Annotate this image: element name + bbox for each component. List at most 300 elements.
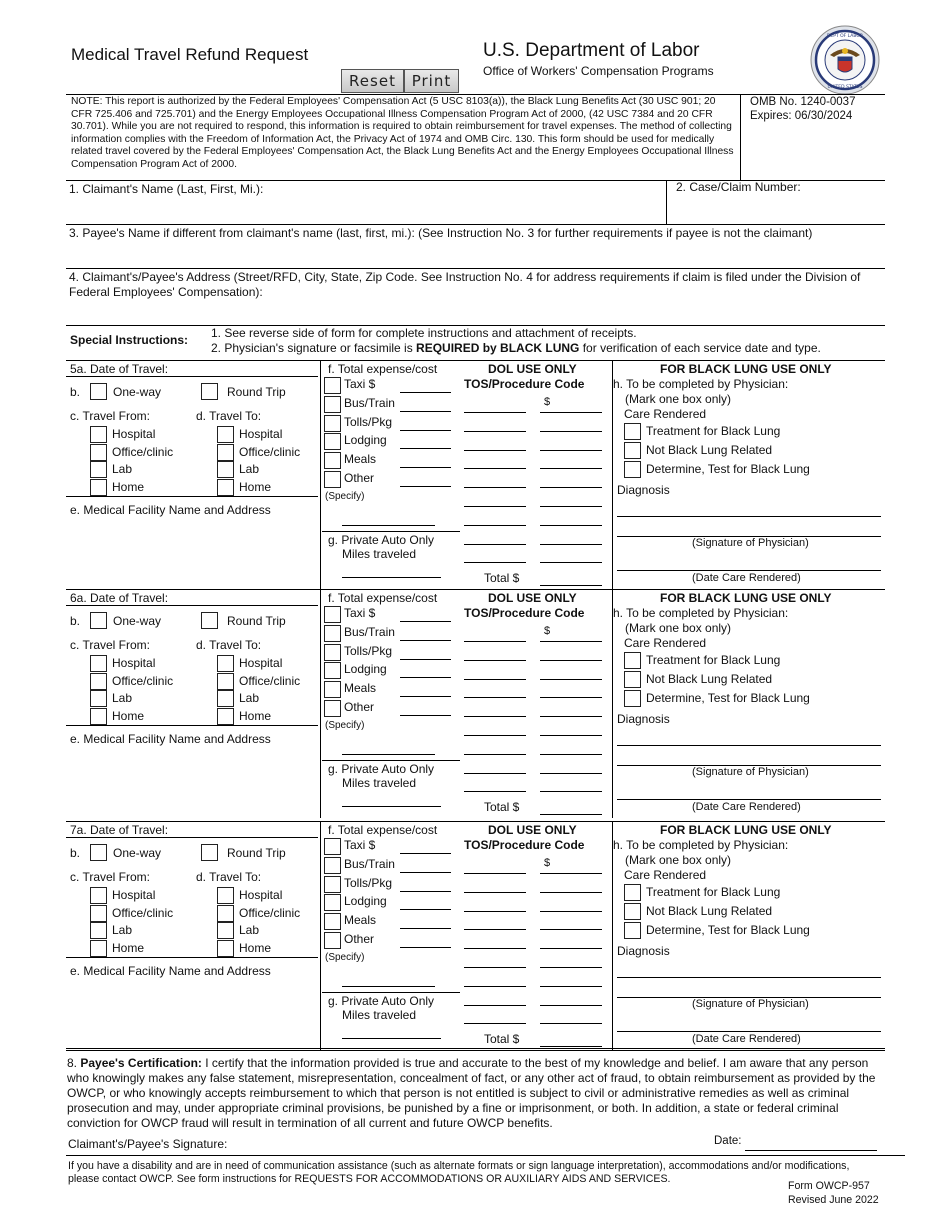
s7-dol-amount-input[interactable] — [540, 1023, 602, 1024]
s6-tolls-pkg-amount-input[interactable] — [400, 659, 451, 660]
s6-other-amount-input[interactable] — [400, 715, 451, 716]
s5-meals-label: Meals — [344, 452, 377, 467]
s5-tos-code-input[interactable] — [464, 412, 526, 413]
s6-private-auto-label: g. Private Auto Only — [328, 762, 435, 776]
s6-to-office-clinic-checkbox[interactable] — [217, 673, 234, 690]
s5-dol-amount-input[interactable] — [540, 450, 602, 451]
s5-travel-to-label: d. Travel To: — [196, 409, 262, 423]
form-number: Form OWCP-957 — [788, 1180, 870, 1192]
s5-taxi-checkbox[interactable] — [324, 377, 341, 394]
s6-date-of-travel-label: 6a. Date of Travel: — [70, 591, 169, 605]
s7-miles-input[interactable] — [342, 1038, 441, 1039]
s6-round-trip-label: Round Trip — [227, 614, 286, 628]
s7-date-of-travel-label: 7a. Date of Travel: — [70, 823, 169, 837]
case-number-label: 2. Case/Claim Number: — [676, 180, 801, 194]
s7-total-label: Total $ — [484, 1032, 520, 1046]
s5-specify-label: (Specify) — [325, 491, 365, 502]
s6-bl-use-label: FOR BLACK LUNG USE ONLY — [660, 591, 832, 605]
divider — [320, 360, 321, 589]
s7-total-expense-label: f. Total expense/cost — [328, 823, 438, 837]
s7-total-input[interactable] — [540, 1046, 602, 1047]
s5-meals-amount-input[interactable] — [400, 467, 451, 468]
payee-name-label: 3. Payee's Name if different from claimant's name (last, first, mi.): (See Instruction No. 3 for further requirements if payee is not the claimant) — [69, 226, 813, 240]
s5-dol-amount-input[interactable] — [540, 562, 602, 563]
s6-not-black-lung-related-checkbox[interactable] — [624, 671, 641, 688]
s5-physician-label: h. To be completed by Physician: — [613, 377, 789, 391]
s6-diagnosis-label: Diagnosis — [617, 712, 670, 726]
claimant-name-label: 1. Claimant's Name (Last, First, Mi.): — [69, 182, 264, 196]
divider — [322, 760, 460, 761]
special-instruction-1: 1. See reverse side of form for complete instructions and attachment of receipts. — [211, 326, 637, 340]
s7-to-hospital-checkbox[interactable] — [217, 887, 234, 904]
s5-from-lab-checkbox[interactable] — [90, 461, 107, 478]
s6-physician-signature-label: (Signature of Physician) — [692, 766, 809, 778]
s5-date-care-label: (Date Care Rendered) — [692, 572, 801, 584]
s6-lodging-amount-input[interactable] — [400, 677, 451, 678]
s6-tos-code-input[interactable] — [464, 791, 526, 792]
s6-lodging-label: Lodging — [344, 662, 387, 677]
s7-date-care-label: (Date Care Rendered) — [692, 1033, 801, 1045]
s5-from-office-clinic-checkbox[interactable] — [90, 444, 107, 461]
s7-dol-amount-input[interactable] — [540, 892, 602, 893]
s7-tos-code-input[interactable] — [464, 873, 526, 874]
office-name: Office of Workers' Compensation Programs — [483, 64, 714, 78]
s6-diagnosis-input[interactable] — [617, 745, 881, 746]
s6-travel-from-label: c. Travel From: — [70, 638, 151, 652]
s5-physician-signature-input[interactable] — [617, 570, 881, 571]
s6-taxi-checkbox[interactable] — [324, 606, 341, 623]
divider — [66, 1048, 885, 1049]
s7-determine-test-for-black-lung-label: Determine, Test for Black Lung — [646, 923, 810, 937]
s6-care-rendered-label: Care Rendered — [624, 636, 707, 650]
s5-dol-amount-input[interactable] — [540, 487, 602, 488]
s5-not-black-lung-related-checkbox[interactable] — [624, 442, 641, 459]
s5-meals-checkbox[interactable] — [324, 452, 341, 469]
s7-to-office-clinic-checkbox[interactable] — [217, 905, 234, 922]
s7-lodging-label: Lodging — [344, 894, 387, 909]
s6-dol-amount-input[interactable] — [540, 735, 602, 736]
s6-miles-input[interactable] — [342, 806, 441, 807]
s5-dol-amount-input[interactable] — [540, 468, 602, 469]
s6-dol-amount-input[interactable] — [540, 773, 602, 774]
divider — [320, 821, 321, 1050]
s6-meals-amount-input[interactable] — [400, 696, 451, 697]
s6-dol-amount-input[interactable] — [540, 716, 602, 717]
s5-total-expense-label: f. Total expense/cost — [328, 362, 438, 376]
s6-physician-label: h. To be completed by Physician: — [613, 606, 789, 620]
s6-from-hospital-checkbox[interactable] — [90, 655, 107, 672]
s5-b-label: b. — [70, 385, 81, 399]
s7-dol-amount-input[interactable] — [540, 967, 602, 968]
svg-text:UNITED STATES: UNITED STATES — [827, 85, 863, 90]
s7-taxi-label: Taxi $ — [344, 838, 376, 852]
s5-dol-amount-input[interactable] — [540, 431, 602, 432]
s6-total-label: Total $ — [484, 800, 520, 814]
s7-miles-label: Miles traveled — [342, 1008, 417, 1022]
s5-other-label: Other — [344, 471, 375, 485]
divider — [66, 605, 318, 606]
s7-bus-train-label: Bus/Train — [344, 856, 395, 871]
s5-mark-one-label: (Mark one box only) — [625, 392, 732, 406]
s7-dol-amount-input[interactable] — [540, 911, 602, 912]
s6-other-label: Other — [344, 700, 375, 714]
s7-dol-amount-input[interactable] — [540, 873, 602, 874]
s6-dol-amount-input[interactable] — [540, 754, 602, 755]
s6-to-lab-checkbox[interactable] — [217, 690, 234, 707]
s5-to-home-checkbox[interactable] — [217, 479, 234, 496]
s6-travel-to-label: d. Travel To: — [196, 638, 262, 652]
s7-dol-amount-input[interactable] — [540, 1005, 602, 1006]
s5-dol-amount-input[interactable] — [540, 544, 602, 545]
s6-determine-test-for-black-lung-checkbox[interactable] — [624, 690, 641, 707]
s6-tos-code-input[interactable] — [464, 641, 526, 642]
s7-from-office-clinic-label: Office/clinic — [112, 905, 174, 920]
s6-from-office-clinic-checkbox[interactable] — [90, 673, 107, 690]
s5-from-hospital-checkbox[interactable] — [90, 426, 107, 443]
s7-physician-signature-label: (Signature of Physician) — [692, 998, 809, 1010]
s6-total-expense-label: f. Total expense/cost — [328, 591, 438, 605]
s6-tos-code-input[interactable] — [464, 697, 526, 698]
s5-diagnosis-input[interactable] — [617, 516, 881, 517]
s7-bl-use-label: FOR BLACK LUNG USE ONLY — [660, 823, 832, 837]
s6-mark-one-label: (Mark one box only) — [625, 621, 732, 635]
s6-treatment-for-black-lung-checkbox[interactable] — [624, 652, 641, 669]
s5-dol-amount-input[interactable] — [540, 506, 602, 507]
s7-to-lab-checkbox[interactable] — [217, 922, 234, 939]
s5-bus-train-label: Bus/Train — [344, 395, 395, 410]
s5-tos-code-input[interactable] — [464, 544, 526, 545]
s7-mark-one-label: (Mark one box only) — [625, 853, 732, 867]
s6-to-home-checkbox[interactable] — [217, 708, 234, 725]
address-label-line2: Federal Employees' Compensation): — [69, 285, 263, 299]
s5-tolls-pkg-label: Tolls/Pkg — [344, 414, 393, 429]
s5-to-hospital-label: Hospital — [239, 427, 283, 441]
s7-to-home-label: Home — [239, 940, 272, 955]
authority-note: NOTE: This report is authorized by the Federal Employees' Compensation Act (5 USC 8103(a)), the Black Lung Benefits Act (30 USC 901; 20 CFR 725.406 and 725.701) and the Energy Employees Occupational Illness Compensation Program Act of 2000, (42 USC 7384 and 20 CFR 30.701). While you are not required to respond, this information is required to obtain reimbursement for travel expenses. The method of collecting information complies with the Freedom of Information Act, the Privacy Act of 1974 and OMB Circ. 130. This form should be used for medically related travel covered by the Federal Employees' Compensation Act, the Black Lung Benefits Act and the Energy Employees Occupational Illness Compensation Program Act of 2000. — [71, 96, 734, 170]
s6-dol-amount-input[interactable] — [540, 660, 602, 661]
s5-dollar-label: $ — [544, 396, 551, 408]
s5-from-home-label: Home — [112, 479, 145, 494]
s7-taxi-checkbox[interactable] — [324, 838, 341, 855]
expiration-date: Expires: 06/30/2024 — [750, 110, 853, 122]
s6-round-trip-checkbox[interactable] — [201, 612, 218, 629]
s7-tos-code-input[interactable] — [464, 1005, 526, 1006]
s5-physician-signature-label: (Signature of Physician) — [692, 537, 809, 549]
address-label-line1: 4. Claimant's/Payee's Address (Street/RFD, City, State, Zip Code. See Instruction No. 4 for address requirements if claim is filed under the Division of — [69, 270, 861, 284]
s7-tolls-pkg-amount-input[interactable] — [400, 891, 451, 892]
s7-from-hospital-checkbox[interactable] — [90, 887, 107, 904]
s7-private-auto-label: g. Private Auto Only — [328, 994, 435, 1008]
s5-round-trip-label: Round Trip — [227, 385, 286, 399]
s7-treatment-for-black-lung-label: Treatment for Black Lung — [646, 885, 781, 899]
s7-tolls-pkg-label: Tolls/Pkg — [344, 875, 393, 890]
s7-travel-to-label: d. Travel To: — [196, 870, 262, 884]
s7-specify-label: (Specify) — [325, 952, 365, 963]
s7-tolls-pkg-checkbox[interactable] — [324, 876, 341, 893]
s7-from-home-checkbox[interactable] — [90, 940, 107, 957]
divider — [66, 376, 318, 377]
s5-tolls-pkg-checkbox[interactable] — [324, 415, 341, 432]
s6-from-home-checkbox[interactable] — [90, 708, 107, 725]
s5-not-black-lung-related-label: Not Black Lung Related — [646, 443, 773, 457]
s5-lodging-amount-input[interactable] — [400, 448, 451, 449]
s5-from-lab-label: Lab — [112, 462, 133, 476]
payee-certification: 8. Payee's Certification: I certify that the information provided is true and accurate to the best of my knowledge and belief. I am aware that any person who knowingly makes any false statement, misrepresentation, concealment of fact, or any other act of fraud, to obtain reimbursement as provided by the OWCP, or who knowingly accepts reimbursement to which that person is not entitled is subject to civil or administrative remedies as well as criminal prosecution and may, under appropriate criminal provisions, be punished by a fine or imprisonment, or both. In addition, a state or federal criminal conviction for OWCP fraud will result in termination of all current and future OWCP benefits. — [67, 1056, 876, 1130]
s6-dol-amount-input[interactable] — [540, 791, 602, 792]
divider — [66, 496, 318, 497]
s6-tos-code-input[interactable] — [464, 679, 526, 680]
s7-other-amount-input[interactable] — [400, 947, 451, 948]
s7-dol-use-label: DOL USE ONLY — [488, 823, 577, 837]
s7-other-checkbox[interactable] — [324, 932, 341, 949]
s7-treatment-for-black-lung-checkbox[interactable] — [624, 884, 641, 901]
divider — [322, 992, 460, 993]
s6-meals-checkbox[interactable] — [324, 681, 341, 698]
s7-facility-label: e. Medical Facility Name and Address — [70, 964, 271, 978]
s5-from-office-clinic-label: Office/clinic — [112, 444, 174, 459]
disability-notice-line1: If you have a disability and are in need of communication assistance (such as alternate formats or sign language interpretation), accommodations and/or modifications, — [68, 1160, 850, 1172]
s7-b-label: b. — [70, 846, 81, 860]
s7-dollar-label: $ — [544, 857, 551, 869]
s5-tos-code-input[interactable] — [464, 525, 526, 526]
s7-tos-code-input[interactable] — [464, 1023, 526, 1024]
divider — [612, 589, 613, 818]
s7-tos-code-input[interactable] — [464, 892, 526, 893]
divider — [66, 957, 318, 958]
s7-tos-code-label: TOS/Procedure Code — [464, 838, 585, 852]
divider — [66, 837, 318, 838]
s6-tos-code-input[interactable] — [464, 716, 526, 717]
s6-taxi-label: Taxi $ — [344, 606, 376, 620]
s7-diagnosis-input[interactable] — [617, 977, 881, 978]
s5-determine-test-for-black-lung-label: Determine, Test for Black Lung — [646, 462, 810, 476]
s6-to-office-clinic-label: Office/clinic — [239, 673, 301, 688]
s5-to-hospital-checkbox[interactable] — [217, 426, 234, 443]
s6-from-home-label: Home — [112, 708, 145, 723]
s5-one-way-checkbox[interactable] — [90, 383, 107, 400]
s5-determine-test-for-black-lung-checkbox[interactable] — [624, 461, 641, 478]
s5-tos-code-input[interactable] — [464, 431, 526, 432]
s5-other-amount-input[interactable] — [400, 486, 451, 487]
s5-lodging-label: Lodging — [344, 433, 387, 448]
s6-dol-use-label: DOL USE ONLY — [488, 591, 577, 605]
s5-to-home-label: Home — [239, 479, 272, 494]
s6-specify-input[interactable] — [342, 754, 435, 755]
s6-tos-code-input[interactable] — [464, 735, 526, 736]
s5-to-office-clinic-checkbox[interactable] — [217, 444, 234, 461]
divider — [612, 360, 613, 589]
s7-from-home-label: Home — [112, 940, 145, 955]
s5-from-home-checkbox[interactable] — [90, 479, 107, 496]
disability-notice-line2: please contact OWCP. See form instructions for REQUESTS FOR ACCOMMODATIONS OR AUXILIARY AIDS AND SERVICES. — [68, 1173, 671, 1185]
s7-diagnosis-label: Diagnosis — [617, 944, 670, 958]
s6-dollar-label: $ — [544, 625, 551, 637]
s6-from-lab-label: Lab — [112, 691, 133, 705]
s5-round-trip-checkbox[interactable] — [201, 383, 218, 400]
s5-facility-label: e. Medical Facility Name and Address — [70, 503, 271, 517]
s7-tos-code-input[interactable] — [464, 986, 526, 987]
s5-treatment-for-black-lung-checkbox[interactable] — [624, 423, 641, 440]
s6-one-way-label: One-way — [113, 614, 162, 628]
s7-dol-amount-input[interactable] — [540, 948, 602, 949]
s5-to-lab-label: Lab — [239, 462, 260, 476]
s5-tos-code-input[interactable] — [464, 487, 526, 488]
s5-to-lab-checkbox[interactable] — [217, 461, 234, 478]
s5-tos-code-input[interactable] — [464, 468, 526, 469]
s6-specify-label: (Specify) — [325, 720, 365, 731]
s5-miles-label: Miles traveled — [342, 547, 417, 561]
s7-travel-from-label: c. Travel From: — [70, 870, 151, 884]
s5-dol-amount-input[interactable] — [540, 525, 602, 526]
s7-meals-checkbox[interactable] — [324, 913, 341, 930]
s7-round-trip-label: Round Trip — [227, 846, 286, 860]
s7-one-way-label: One-way — [113, 846, 162, 860]
s5-miles-input[interactable] — [342, 577, 441, 578]
s6-total-input[interactable] — [540, 814, 602, 815]
reset-button[interactable]: Reset — [341, 69, 404, 93]
s6-tos-code-input[interactable] — [464, 773, 526, 774]
s7-physician-label: h. To be completed by Physician: — [613, 838, 789, 852]
s6-lodging-checkbox[interactable] — [324, 662, 341, 679]
s7-not-black-lung-related-checkbox[interactable] — [624, 903, 641, 920]
s7-bus-train-checkbox[interactable] — [324, 857, 341, 874]
s7-from-lab-checkbox[interactable] — [90, 922, 107, 939]
s7-tos-code-input[interactable] — [464, 967, 526, 968]
s5-taxi-amount-input[interactable] — [400, 392, 451, 393]
s6-tolls-pkg-label: Tolls/Pkg — [344, 643, 393, 658]
s6-tos-code-input[interactable] — [464, 754, 526, 755]
omb-number: OMB No. 1240-0037 — [750, 96, 856, 108]
s7-taxi-amount-input[interactable] — [400, 853, 451, 854]
s5-lodging-checkbox[interactable] — [324, 433, 341, 450]
s7-tos-code-input[interactable] — [464, 911, 526, 912]
s7-tos-code-input[interactable] — [464, 948, 526, 949]
s5-tolls-pkg-amount-input[interactable] — [400, 430, 451, 431]
s7-care-rendered-label: Care Rendered — [624, 868, 707, 882]
print-button[interactable]: Print — [404, 69, 459, 93]
s7-lodging-amount-input[interactable] — [400, 909, 451, 910]
s6-to-hospital-checkbox[interactable] — [217, 655, 234, 672]
s6-to-hospital-label: Hospital — [239, 656, 283, 670]
special-instructions-label: Special Instructions: — [70, 333, 189, 347]
s5-tos-code-input[interactable] — [464, 562, 526, 563]
s7-dol-amount-input[interactable] — [540, 929, 602, 930]
s5-care-rendered-label: Care Rendered — [624, 407, 707, 421]
certification-title: Payee's Certification: — [80, 1056, 202, 1070]
divider — [66, 589, 885, 590]
s5-bus-train-amount-input[interactable] — [400, 411, 451, 412]
divider — [612, 821, 613, 1050]
s5-tos-code-input[interactable] — [464, 450, 526, 451]
s5-dol-amount-input[interactable] — [540, 412, 602, 413]
s6-tos-code-label: TOS/Procedure Code — [464, 606, 585, 620]
s5-bl-use-label: FOR BLACK LUNG USE ONLY — [660, 362, 832, 376]
s6-one-way-checkbox[interactable] — [90, 612, 107, 629]
form-title: Medical Travel Refund Request — [71, 45, 309, 64]
s6-to-home-label: Home — [239, 708, 272, 723]
s7-determine-test-for-black-lung-checkbox[interactable] — [624, 922, 641, 939]
s7-to-home-checkbox[interactable] — [217, 940, 234, 957]
s6-meals-label: Meals — [344, 681, 377, 696]
s6-dol-amount-input[interactable] — [540, 697, 602, 698]
date-label: Date: — [714, 1135, 742, 1147]
agency-name: U.S. Department of Labor — [483, 40, 700, 61]
s6-taxi-amount-input[interactable] — [400, 621, 451, 622]
s5-date-of-travel-label: 5a. Date of Travel: — [70, 362, 169, 376]
divider — [66, 821, 885, 822]
s6-not-black-lung-related-label: Not Black Lung Related — [646, 672, 773, 686]
s7-lodging-checkbox[interactable] — [324, 894, 341, 911]
s6-from-hospital-label: Hospital — [112, 656, 156, 670]
special-instruction-2: 2. Physician's signature or facsimile is REQUIRED by BLACK LUNG for verification of each service date and type. — [211, 341, 821, 355]
s6-dol-amount-input[interactable] — [540, 641, 602, 642]
s7-round-trip-checkbox[interactable] — [201, 844, 218, 861]
seal-text: DEPT OF LABOR — [826, 34, 864, 39]
s6-from-office-clinic-label: Office/clinic — [112, 673, 174, 688]
s6-b-label: b. — [70, 614, 81, 628]
s5-specify-input[interactable] — [342, 525, 435, 526]
s6-miles-label: Miles traveled — [342, 776, 417, 790]
s6-dol-amount-input[interactable] — [540, 679, 602, 680]
s6-to-lab-label: Lab — [239, 691, 260, 705]
s6-facility-label: e. Medical Facility Name and Address — [70, 732, 271, 746]
s5-one-way-label: One-way — [113, 385, 162, 399]
s5-bus-train-checkbox[interactable] — [324, 396, 341, 413]
s5-total-input[interactable] — [540, 585, 602, 586]
s5-to-office-clinic-label: Office/clinic — [239, 444, 301, 459]
s5-other-checkbox[interactable] — [324, 471, 341, 488]
s6-bus-train-amount-input[interactable] — [400, 640, 451, 641]
s5-taxi-label: Taxi $ — [344, 377, 376, 391]
revised-date: Revised June 2022 — [788, 1194, 879, 1206]
payee-signature-label: Claimant's/Payee's Signature: — [68, 1137, 228, 1151]
s6-other-checkbox[interactable] — [324, 700, 341, 717]
s5-private-auto-label: g. Private Auto Only — [328, 533, 435, 547]
s7-from-lab-label: Lab — [112, 923, 133, 937]
s5-treatment-for-black-lung-label: Treatment for Black Lung — [646, 424, 781, 438]
s5-travel-from-label: c. Travel From: — [70, 409, 151, 423]
s6-tolls-pkg-checkbox[interactable] — [324, 644, 341, 661]
divider — [320, 589, 321, 818]
s7-specify-input[interactable] — [342, 986, 435, 987]
s5-diagnosis-label: Diagnosis — [617, 483, 670, 497]
s7-bus-train-amount-input[interactable] — [400, 872, 451, 873]
s6-physician-signature-input[interactable] — [617, 799, 881, 800]
s7-tos-code-input[interactable] — [464, 929, 526, 930]
s7-from-office-clinic-checkbox[interactable] — [90, 905, 107, 922]
s7-one-way-checkbox[interactable] — [90, 844, 107, 861]
s6-bus-train-checkbox[interactable] — [324, 625, 341, 642]
s7-dol-amount-input[interactable] — [540, 986, 602, 987]
s7-meals-amount-input[interactable] — [400, 928, 451, 929]
s7-to-lab-label: Lab — [239, 923, 260, 937]
s7-to-hospital-label: Hospital — [239, 888, 283, 902]
s6-determine-test-for-black-lung-label: Determine, Test for Black Lung — [646, 691, 810, 705]
divider — [66, 725, 318, 726]
divider — [322, 531, 460, 532]
s5-tos-code-input[interactable] — [464, 506, 526, 507]
s7-not-black-lung-related-label: Not Black Lung Related — [646, 904, 773, 918]
s7-physician-signature-input[interactable] — [617, 1031, 881, 1032]
s5-dol-use-label: DOL USE ONLY — [488, 362, 577, 376]
s6-date-care-label: (Date Care Rendered) — [692, 801, 801, 813]
s6-tos-code-input[interactable] — [464, 660, 526, 661]
s7-meals-label: Meals — [344, 913, 377, 928]
date-input[interactable] — [745, 1150, 877, 1151]
s6-treatment-for-black-lung-label: Treatment for Black Lung — [646, 653, 781, 667]
s6-bus-train-label: Bus/Train — [344, 624, 395, 639]
s6-from-lab-checkbox[interactable] — [90, 690, 107, 707]
